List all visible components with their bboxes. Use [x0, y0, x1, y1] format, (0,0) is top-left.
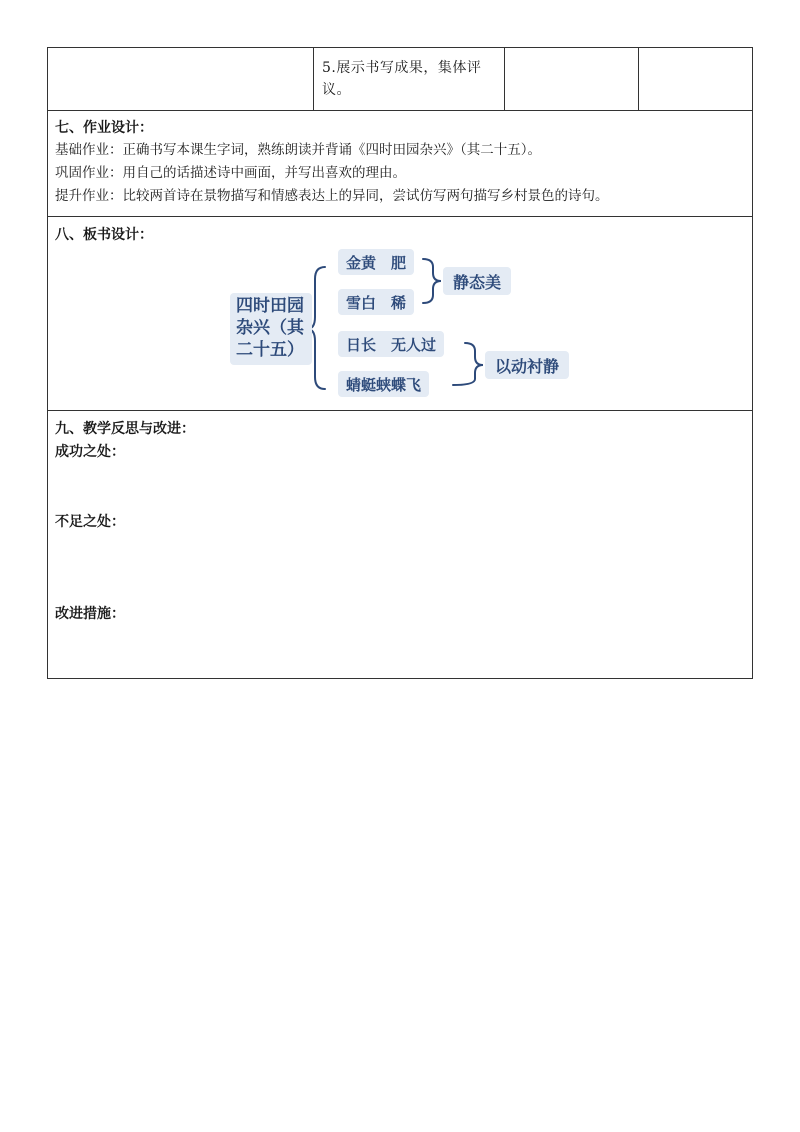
- row-divider-2: [48, 216, 752, 217]
- col-divider-2: [504, 48, 505, 110]
- homework-heading: 七、作业设计：: [55, 120, 153, 136]
- col-divider-1: [313, 48, 314, 110]
- lower-brace: [453, 343, 483, 385]
- shortcoming-label: 不足之处：: [55, 514, 125, 530]
- board-leaf-dragonflies: 蜻蜓蛱蝶飞: [338, 371, 429, 397]
- homework-line-advanced: 提升作业：比较两首诗在景物描写和情感表达上的异同，尝试仿写两句描写乡村景色的诗句。: [55, 188, 609, 204]
- step-text: 5.展示书写成果，集体评议。: [322, 60, 482, 98]
- reflection-heading: 九、教学反思与改进：: [55, 421, 195, 437]
- upper-brace: [423, 259, 441, 303]
- row-divider-1: [48, 110, 752, 111]
- homework-line-basic: 基础作业：正确书写本课生字词，熟练朗读并背诵《四时田园杂兴》（其二十五）。: [55, 142, 541, 158]
- board-group-motion-contrast: 以动衬静: [485, 351, 569, 379]
- board-group-static-beauty: 静态美: [443, 267, 511, 295]
- board-root-title: 四时田园杂兴（其二十五）: [230, 293, 312, 365]
- board-diagram: [225, 245, 585, 400]
- row-divider-3: [48, 410, 752, 411]
- board-heading: 八、板书设计：: [55, 227, 153, 243]
- homework-line-consolidate: 巩固作业：用自己的话描述诗中画面，并写出喜欢的理由。: [55, 165, 406, 181]
- improvement-label: 改进措施：: [55, 606, 125, 622]
- board-leaf-golden-fat: 金黄 肥: [338, 249, 414, 275]
- board-leaf-long-day: 日长 无人过: [338, 331, 444, 357]
- col-divider-3: [638, 48, 639, 110]
- board-leaf-snow-white-sparse: 雪白 稀: [338, 289, 414, 315]
- success-label: 成功之处：: [55, 444, 125, 460]
